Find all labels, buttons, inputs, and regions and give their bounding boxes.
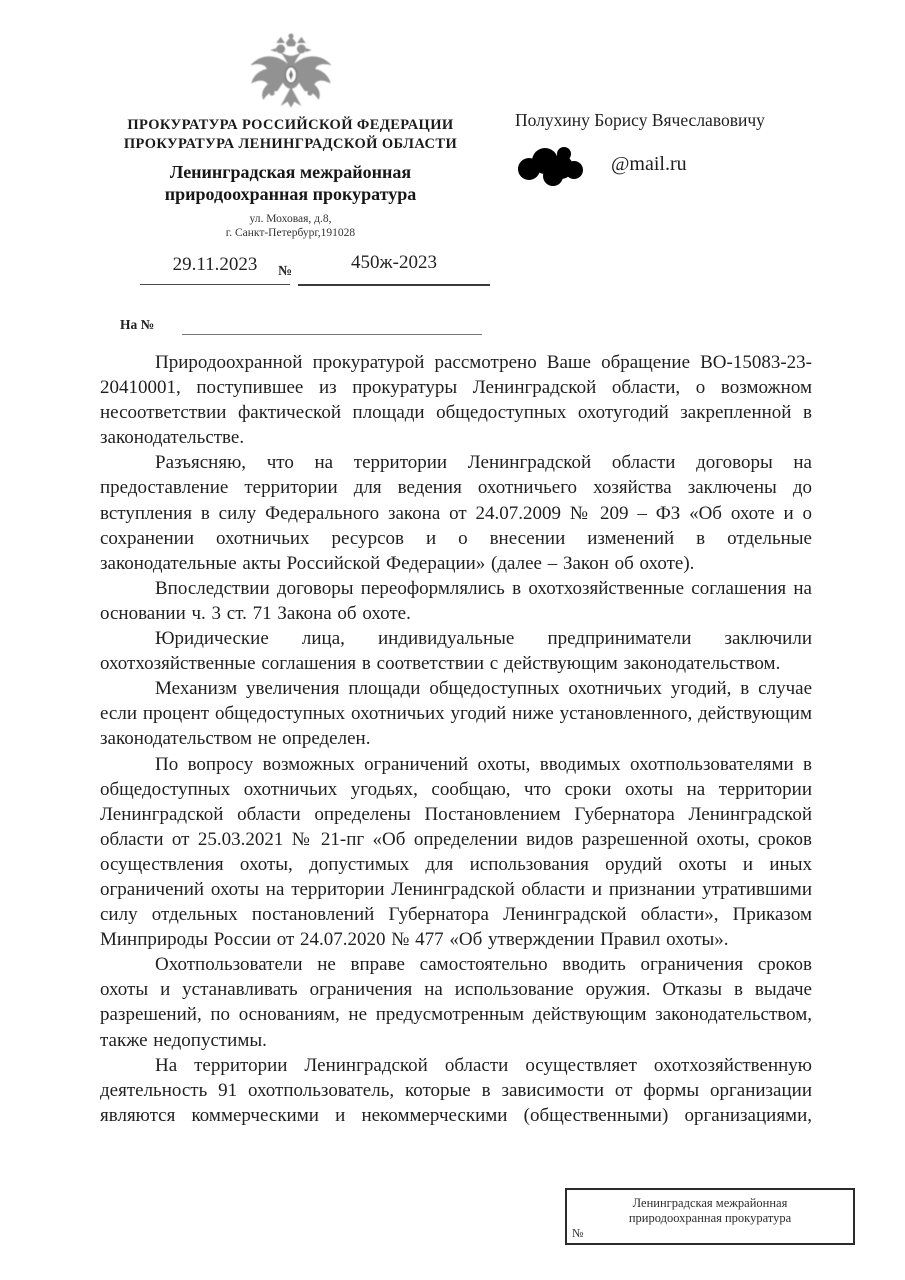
document-number: 450ж-2023 — [298, 252, 490, 286]
recipient-block — [515, 110, 885, 187]
registration-stamp-box — [565, 1188, 855, 1245]
body-paragraph: Разъясняю, что на территории Ленинградской области договоры на предоставление территории для ведения охотничьего хозяйства заключены до вступления в силу Федерального закона от 24.07.2009 № 209 – ФЗ «Об охоте и о сохранении охотничьих ресурсов и о внесении изменений в отдельные законодательные акты Российской Федерации» (далее – Закон об охоте). — [100, 452, 812, 574]
coat-of-arms-icon — [239, 30, 343, 112]
redaction-scribble-icon — [515, 141, 615, 187]
org-name-line1: Ленинградская межрайонная — [169, 162, 412, 182]
reply-reference-row — [120, 316, 500, 334]
reply-reference-label: На № — [120, 317, 155, 332]
letter-body — [100, 350, 812, 1128]
body-paragraph: Охотпользователи не вправе самостоятельно вводить ограничения сроков охоты и устанавливать ограничения на использование оружия. Отказы в выдаче разрешений, по основаниям, не предусмотренным действующим законодательством, также недопустимы. — [100, 954, 812, 1051]
stamp-org-line1: Ленинградская межрайонная — [632, 1196, 788, 1210]
recipient-email-line — [515, 141, 885, 187]
org-name — [98, 161, 483, 205]
body-paragraph: Природоохранной прокуратурой рассмотрено Ваше обращение ВО-15083-23-20410001, поступившее из прокуратуры Ленинградской области, о возможном несоответствии фактической площади общедоступных охотугодий закрепленной в законодательстве. — [100, 352, 812, 449]
body-paragraph: Впоследствии договоры переоформлялись в охотхозяйственные соглашения на основании ч. 3 ст. 71 Закона об охоте. — [100, 577, 812, 624]
org-caps-line1: ПРОКУРАТУРА РОССИЙСКОЙ ФЕДЕРАЦИИ — [127, 117, 454, 133]
document-date: 29.11.2023 — [140, 254, 290, 285]
letterhead — [98, 30, 483, 240]
org-address-line2: г. Санкт-Петербург,191028 — [225, 227, 356, 239]
number-sign: № — [278, 264, 293, 279]
reply-reference-blank-line — [182, 334, 482, 335]
recipient-email-visible: @mail.ru — [611, 152, 687, 175]
org-address-line1: ул. Моховая, д.8, — [249, 213, 332, 225]
org-caps-line2: ПРОКУРАТУРА ЛЕНИНГРАДСКОЙ ОБЛАСТИ — [123, 136, 458, 152]
stamp-org-name — [567, 1196, 853, 1226]
recipient-name: Полухину Борису Вячеславовичу — [515, 110, 765, 130]
body-paragraph: Механизм увеличения площади общедоступных охотничьих угодий, в случае если процент общедоступных охотничьих угодий ниже установленного, действующим законодательством не определен. — [100, 678, 812, 750]
stamp-number-label: № — [572, 1226, 584, 1240]
body-paragraph: Юридические лица, индивидуальные предприниматели заключили охотхозяйственные соглашения в соответствии с действующим законодательством. — [100, 628, 812, 675]
org-address — [98, 212, 483, 240]
body-paragraph: По вопросу возможных ограничений охоты, вводимых охотпользователями в общедоступных охотничьих угодьях, сообщаю, что сроки охоты на территории Ленинградской области определены Постановлением Губернатора Ленинградской области от 25.03.2021 № 21-пг «Об определении видов разрешенной охоты, сроков осуществления охоты, допустимых для использования орудий охоты и иных ограничений охоты на территории Ленинградской области и признании утратившими силу отдельных постановлений Губернатора Ленинградской области», Приказом Минприроды России от 24.07.2020 № 477 «Об утверждении Правил охоты». — [100, 753, 812, 951]
org-name-line2: природоохранная прокуратура — [164, 184, 417, 204]
stamp-org-line2: природоохранная прокуратура — [628, 1211, 792, 1225]
body-paragraph: На территории Ленинградской области осуществляет охотхозяйственную деятельность 91 охотпользователь, которые в зависимости от формы организации являются коммерческими и некоммерческими (общественными) организациями, — [100, 1054, 812, 1126]
